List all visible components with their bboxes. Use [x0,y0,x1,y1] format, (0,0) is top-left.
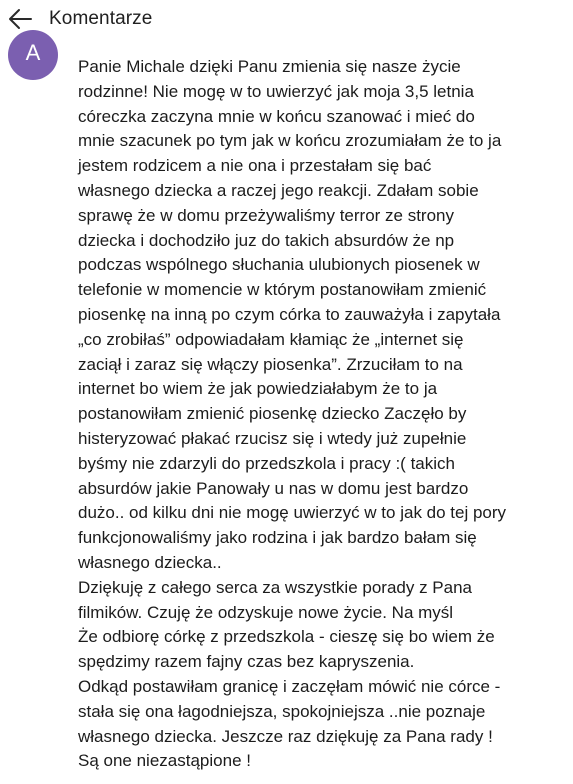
comment-line: własnego dziecka. Jeszcze raz dziękuję za Pana rady ! [78,726,493,746]
comment-line: rodzinne! Nie mogę w to uwierzyć jak moja 3,5 letnia [78,81,474,101]
comment-line: stała się ona łagodniejsza, spokojniejsza ..nie poznaje [78,701,486,721]
avatar-letter: A [25,40,41,65]
comment-line: Że odbiorę córkę z przedszkola - cieszę się bo wiem że [78,627,495,647]
comment-line: własnego dziecka a raczej jego reakcji. Zdałam sobie [78,180,479,200]
comment-line: internet bo wiem że jak powiedziałabym że to ja [78,379,438,399]
comment-text [78,55,568,774]
comment-line: mnie szacunek po tym jak w końcu zrozumiałam że to ja [78,131,502,151]
comment-line: sprawę że w domu przeżywaliśmy terror ze strony [78,205,455,225]
comment-line: zaciął i zaraz się włączy piosenka”. Zrzuciłam to na [78,354,463,374]
comment-line: Panie Michale dzięki Panu zmienia się nasze życie [78,57,461,76]
arrow-left-icon [7,8,33,30]
comment-line: funkcjonowaliśmy jako rodzina i jak bardzo bałam się [78,528,477,548]
app-header [0,0,573,42]
comment-line: byśmy nie zdarzyli do przedszkola i pracy :( takich [78,453,455,473]
comment-line: dziecka i dochodziło juz do takich absurdów że np [78,230,455,250]
comment-line: Są one niezastąpione ! [78,751,251,771]
page-title: Komentarze [49,8,153,29]
comment-line: podczas wspólnego słuchania ulubionych piosenek w [78,255,480,275]
comment-line: „co zrobiłaś” odpowiadałam kłamiąc że „internet się [78,329,464,349]
comment-line: piosenkę na inną po czym córka to zauważyła i zapytała [78,304,501,324]
comment-line: telefonie w momencie w którym postanowiłam zmienić [78,280,487,300]
comment-line: postanowiłam zmienić piosenkę dziecko Zaczęło by [78,404,467,424]
comment-line: Dziękuję z całego serca za wszystkie porady z Pana [78,577,473,597]
comment-line: Odkąd postawiłam granicę i zaczęłam mówić nie córce - [78,676,501,696]
comment-line: spędzimy razem fajny czas bez kapryszenia. [78,652,415,672]
avatar[interactable] [8,30,58,80]
comment-line: własnego dziecka.. [78,552,222,572]
comment-line: dużo.. od kilku dni nie mogę uwierzyć w to jak do tej pory [78,503,507,523]
comment-line: jestem rodzicem a nie ona i przestałam się bać [78,156,432,176]
comment-line: córeczka zaczyna mnie w końcu szanować i mieć do [78,106,475,126]
comment-line: histeryzować płakać rzucisz się i wtedy już zupełnie [78,428,467,448]
comment-line: absurdów jakie Panowały u nas w domu jest bardzo [78,478,469,498]
comment-line: filmików. Czuję że odzyskuje nowe życie. Na myśl [78,602,454,622]
